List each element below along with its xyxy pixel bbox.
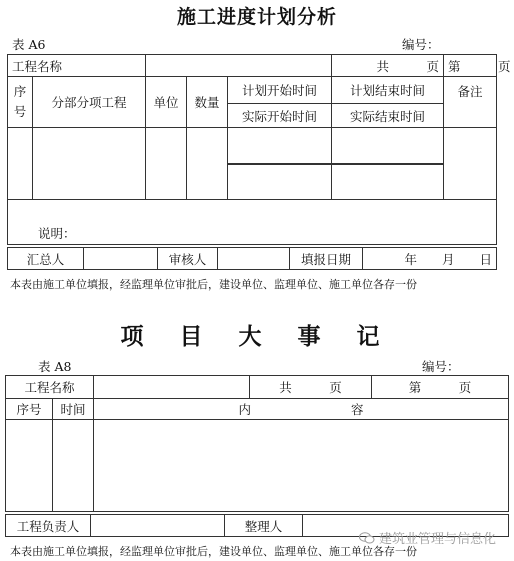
form2-footnote: 本表由施工单位填报，经监理单位审批后，建设单位、监理单位、施工单位各存一份 — [10, 545, 417, 558]
form1-sign-row — [8, 248, 497, 270]
form1-reviewer-value[interactable] — [218, 248, 290, 270]
form1-col-seq: 序号 — [8, 77, 33, 128]
form1-page-no: 第 页 — [444, 55, 497, 77]
form2-title: 项 目 大 事 记 — [120, 323, 394, 350]
form1-explain-row — [8, 200, 497, 245]
wechat-icon — [359, 532, 375, 544]
form2-cell-seq[interactable] — [6, 420, 53, 512]
form1-col-actual-start: 实际开始时间 — [228, 104, 332, 128]
watermark — [359, 528, 496, 547]
form1-footnote: 本表由施工单位填报，经监理单位审批后，建设单位、监理单位、施工单位各存一份 — [10, 278, 417, 291]
form1-cell-remark[interactable] — [444, 128, 497, 200]
form1-project-name-label: 工程名称 — [8, 55, 146, 77]
form1-cell-seq[interactable] — [8, 128, 33, 200]
form2-number-label: 编号： — [422, 359, 460, 374]
form1-explain-label: 说明： — [8, 200, 497, 245]
form1-project-name-value[interactable] — [146, 55, 332, 77]
form2-col-time: 时间 — [53, 399, 94, 420]
watermark-text: 建筑业管理与信息化 — [378, 532, 496, 547]
form2-col-header-row — [6, 399, 509, 420]
form1-col-plan-end: 计划结束时间 — [332, 77, 444, 104]
form2-page-no: 第 页 — [372, 376, 509, 399]
form1-table — [7, 54, 511, 245]
form1-col-header-row-1 — [8, 77, 497, 104]
form1-cell-unit[interactable] — [146, 128, 187, 200]
form1-cell-end-3[interactable] — [332, 164, 443, 165]
form1-summary-label: 汇总人 — [8, 248, 84, 270]
form2-data-row — [6, 420, 509, 512]
form1-col-unit: 单位 — [146, 77, 187, 128]
form1-reviewer-label: 审核人 — [158, 248, 218, 270]
form2-organizer-label: 整理人 — [225, 515, 303, 537]
form2-project-name-label: 工程名称 — [6, 376, 94, 399]
form2-manager-value[interactable] — [91, 515, 225, 537]
form1-summary-value[interactable] — [84, 248, 158, 270]
form2-cell-time[interactable] — [53, 420, 94, 512]
form2-col-content: 内 容 — [94, 399, 509, 420]
form1-header-row — [8, 55, 497, 77]
form2-table — [5, 375, 509, 512]
form1-cell-start-times — [228, 128, 332, 200]
form1-col-remark: 备注 — [444, 77, 497, 128]
form2-total-pages: 共 页 — [250, 376, 372, 399]
form2-cell-content[interactable] — [94, 420, 509, 512]
form1-number-label: 编号： — [402, 37, 440, 52]
form1-col-actual-end: 实际结束时间 — [332, 104, 444, 128]
form1-sign-table — [7, 247, 497, 270]
form2-table-no: 表 A8 — [38, 359, 72, 374]
form2-col-seq: 序号 — [6, 399, 53, 420]
form1-title: 施工进度计划分析 — [176, 6, 337, 28]
form1-table-no: 表 A6 — [12, 37, 46, 52]
form1-col-plan-start: 计划开始时间 — [228, 77, 332, 104]
form1-cell-start-3[interactable] — [228, 164, 331, 165]
form1-cell-item[interactable] — [33, 128, 146, 200]
form2-project-name-value[interactable] — [94, 376, 250, 399]
form1-report-date-value[interactable]: 年 月 日 — [363, 248, 497, 270]
form1-report-date-label: 填报日期 — [290, 248, 363, 270]
form1-cell-end-times — [332, 128, 444, 200]
form2-header-row — [6, 376, 509, 399]
form1-total-pages: 共 页 — [332, 55, 444, 77]
form1-col-qty: 数量 — [187, 77, 228, 128]
form1-data-row — [8, 128, 497, 200]
form1-cell-qty[interactable] — [187, 128, 228, 200]
form2-manager-label: 工程负责人 — [6, 515, 91, 537]
form1-col-item: 分部分项工程 — [33, 77, 146, 128]
